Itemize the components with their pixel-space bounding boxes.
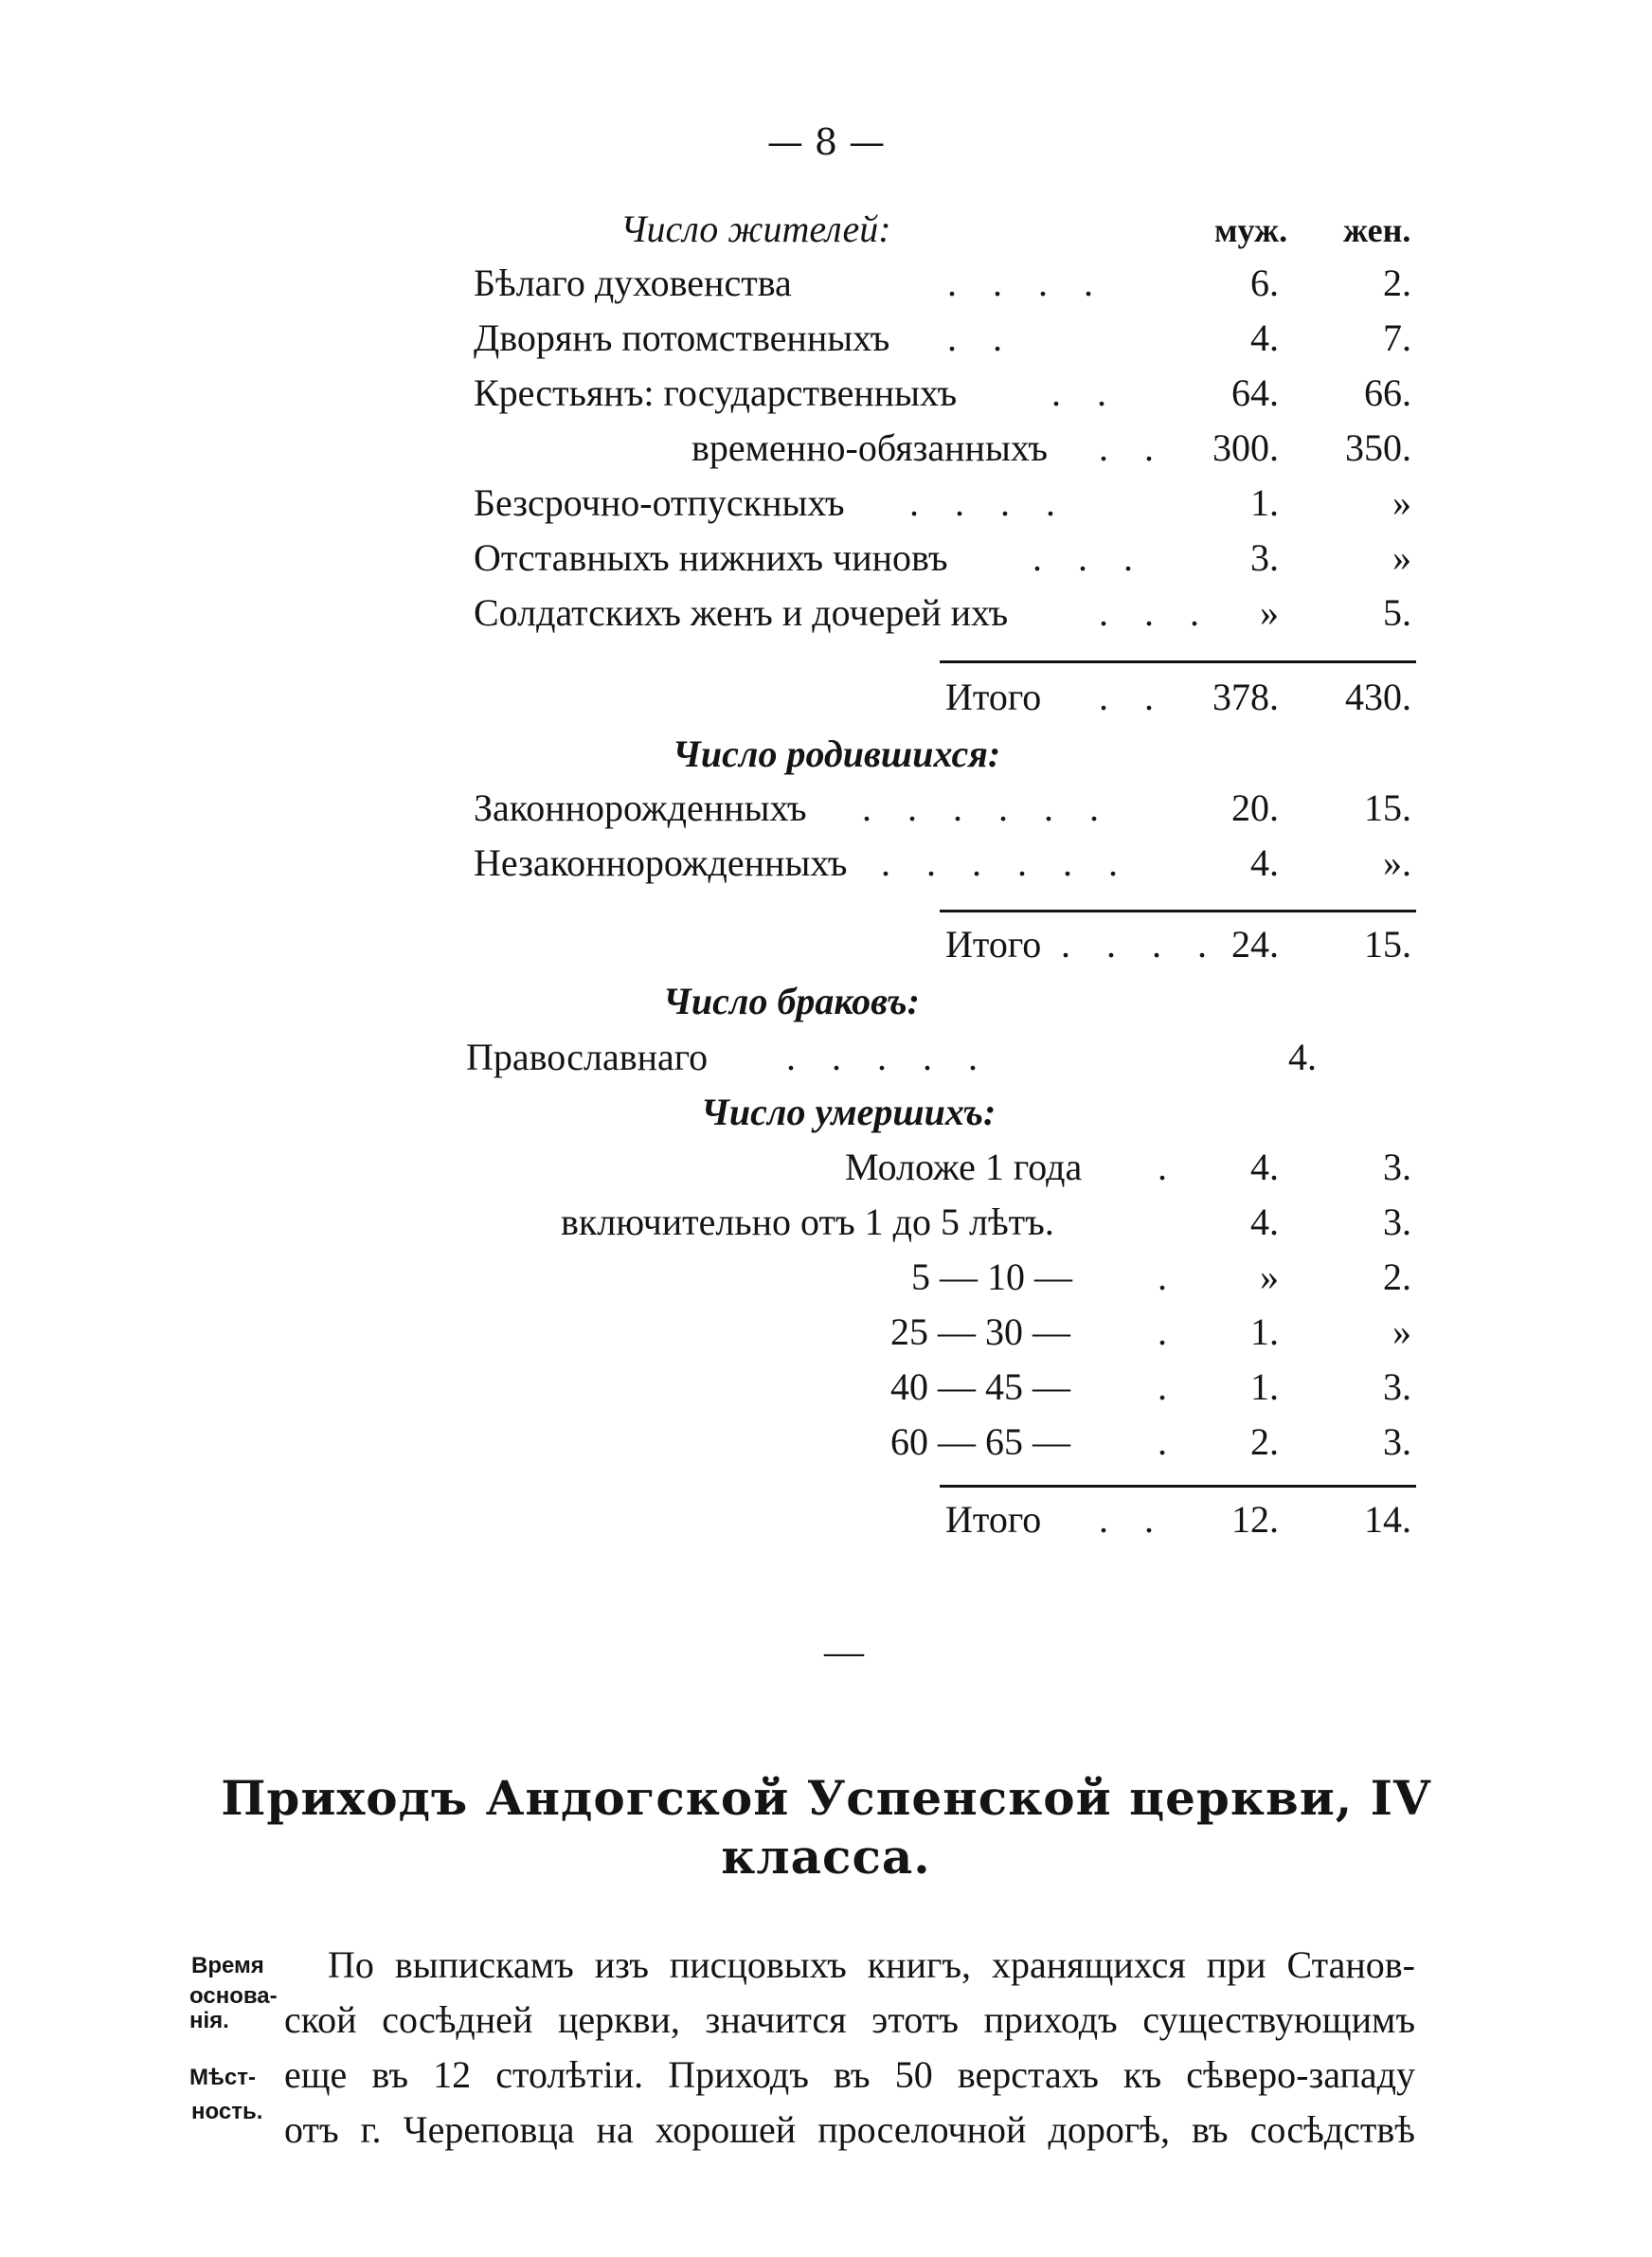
- deaths-row-label: 5 — 10 —: [911, 1255, 1072, 1298]
- deaths-row-female: 3.: [1383, 1146, 1411, 1188]
- total-rule: [940, 660, 1416, 663]
- deaths-row-female: »: [1392, 1310, 1411, 1353]
- deaths-row-label: 40 — 45 —: [890, 1365, 1070, 1408]
- deaths-row-male: 2.: [1250, 1420, 1279, 1463]
- deaths-row-male: »: [1260, 1255, 1279, 1298]
- leader-dots: . .: [1099, 426, 1167, 469]
- births-total-female: 15.: [1364, 923, 1411, 966]
- leader-dots: . . . .: [909, 481, 1068, 524]
- section-title-line-1: Приходъ Андогской Успенской церкви, IV: [221, 1770, 1431, 1826]
- residents-row-female: 7.: [1383, 316, 1411, 359]
- deaths-total-female: 14.: [1364, 1498, 1411, 1541]
- residents-row-label: Солдатскихъ женъ и дочерей ихъ: [474, 591, 1009, 634]
- births-total-label: Итого: [945, 923, 1042, 966]
- deaths-row-male: 1.: [1250, 1310, 1279, 1353]
- leader-dots: .: [1158, 1420, 1180, 1463]
- col-male-header: муж.: [1214, 211, 1288, 249]
- leader-dots: .: [1158, 1255, 1180, 1298]
- deaths-heading: Число умершихъ:: [701, 1091, 997, 1133]
- deaths-row-female: 3.: [1383, 1420, 1411, 1463]
- deaths-row-male: 1.: [1250, 1365, 1279, 1408]
- total-rule: [940, 910, 1416, 912]
- section-separator: —: [824, 1631, 864, 1674]
- residents-heading: Число жителей:: [620, 208, 891, 250]
- deaths-total-male: 12.: [1231, 1498, 1279, 1541]
- residents-row-label: Крестьянъ: государственныхъ: [474, 371, 958, 414]
- leader-dots: .: [1158, 1146, 1180, 1188]
- leader-dots: . .: [1099, 676, 1167, 718]
- residents-row-male: 64.: [1231, 371, 1279, 414]
- deaths-row-label: 60 — 65 —: [890, 1420, 1070, 1463]
- residents-row-male: 300.: [1212, 426, 1279, 469]
- births-row-label: Незаконнорожденныхъ: [474, 841, 848, 884]
- leader-dots: . . . .: [1061, 923, 1220, 966]
- deaths-row-label: 25 — 30 —: [890, 1310, 1070, 1353]
- col-female-header: жен.: [1343, 211, 1411, 249]
- residents-row-label: Безсрочно-отпускныхъ: [474, 481, 845, 524]
- marriages-heading: Число браковъ:: [663, 980, 920, 1022]
- residents-total-male: 378.: [1212, 676, 1279, 718]
- margin-note: основа-: [189, 1983, 278, 2009]
- residents-total-female: 430.: [1345, 676, 1411, 718]
- deaths-row-male: 4.: [1250, 1146, 1279, 1188]
- margin-note: ность.: [191, 2099, 263, 2124]
- residents-row-female: »: [1392, 536, 1411, 579]
- births-row-female: ».: [1383, 841, 1411, 884]
- leader-dots: .: [1158, 1310, 1180, 1353]
- residents-row-female: 350.: [1345, 426, 1411, 469]
- leader-dots: .: [1158, 1365, 1180, 1408]
- deaths-row-female: 2.: [1383, 1255, 1411, 1298]
- residents-row-male: 3.: [1250, 536, 1279, 579]
- residents-row-female: 5.: [1383, 591, 1411, 634]
- leader-dots: . .: [1051, 371, 1120, 414]
- marriages-row-value: 4.: [1288, 1036, 1317, 1078]
- deaths-row-label: Моложе 1 года: [845, 1146, 1083, 1188]
- births-total-male: 24.: [1231, 923, 1279, 966]
- body-text-line: еще въ 12 столѣтіи. Приходъ въ 50 верстахъ къ сѣверо-западу: [284, 2053, 1415, 2096]
- residents-row-label: Дворянъ потомственныхъ: [474, 316, 890, 359]
- residents-row-male: »: [1260, 591, 1279, 634]
- body-text-line: По выпискамъ изъ писцовыхъ книгъ, хранящихся при Станов-: [328, 1943, 1415, 1986]
- leader-dots: . .: [947, 316, 1015, 359]
- residents-row-female: 2.: [1383, 262, 1411, 304]
- residents-row-male: 4.: [1250, 316, 1279, 359]
- births-row-label: Законнорожденныхъ: [474, 786, 807, 829]
- residents-total-label: Итого: [945, 676, 1042, 718]
- marriages-row-label: Православнаго: [466, 1036, 709, 1078]
- residents-row-label: временно-обязанныхъ: [691, 426, 1048, 469]
- body-text-line: ской сосѣдней церкви, значится этотъ приходъ существующимъ: [284, 1998, 1415, 2041]
- deaths-row-male: 4.: [1250, 1201, 1279, 1243]
- body-text-line: отъ г. Череповца на хорошей проселочной дорогѣ, въ сосѣдствѣ: [284, 2108, 1415, 2151]
- deaths-row-label: включительно отъ 1 до 5 лѣтъ.: [561, 1201, 1054, 1243]
- births-row-male: 4.: [1250, 841, 1279, 884]
- births-row-male: 20.: [1231, 786, 1279, 829]
- leader-dots: . . .: [1032, 536, 1146, 579]
- leader-dots: . . . .: [947, 262, 1106, 304]
- births-heading: Число родившихся:: [673, 732, 1001, 775]
- margin-note: нія.: [189, 2008, 229, 2033]
- margin-note: Мѣст-: [189, 2065, 256, 2090]
- leader-dots: . . . . .: [786, 1036, 991, 1078]
- leader-dots: . . . . . .: [862, 786, 1112, 829]
- section-title-line-2: класса.: [721, 1829, 931, 1885]
- deaths-total-label: Итого: [945, 1498, 1042, 1541]
- residents-row-male: 1.: [1250, 481, 1279, 524]
- residents-row-female: 66.: [1364, 371, 1411, 414]
- leader-dots: . . .: [1099, 591, 1212, 634]
- page-number: — 8 —: [766, 121, 886, 163]
- leader-dots: . . . . . .: [881, 841, 1131, 884]
- residents-row-label: Бѣлаго духовенства: [474, 262, 792, 304]
- leader-dots: . .: [1099, 1498, 1167, 1541]
- deaths-row-female: 3.: [1383, 1201, 1411, 1243]
- residents-row-female: »: [1392, 481, 1411, 524]
- residents-row-male: 6.: [1250, 262, 1279, 304]
- total-rule: [940, 1485, 1416, 1488]
- births-row-female: 15.: [1364, 786, 1411, 829]
- deaths-row-female: 3.: [1383, 1365, 1411, 1408]
- residents-row-label: Отставныхъ нижнихъ чиновъ: [474, 536, 948, 579]
- margin-note: Время: [191, 1953, 264, 1978]
